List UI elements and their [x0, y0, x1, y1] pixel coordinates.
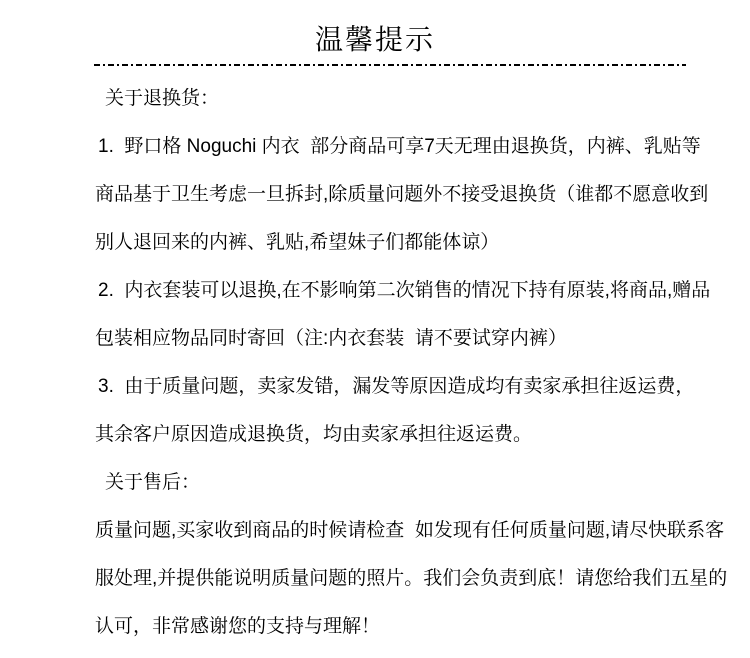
aftersales-line-1: 质量问题,买家收到商品的时候请检查 如发现有任何质量问题,请尽快联系客 [95, 520, 725, 541]
aftersales-line-2: 服处理,并提供能说明质量问题的照片。我们会负责到底！请您给我们五星的 [95, 568, 728, 589]
returns-rule-3: 3. 由于质量问题，卖家发错，漏发等原因造成均有卖家承担往返运费， [98, 376, 695, 397]
returns-rule-1-cont-2: 别人退回来的内裤、乳贴,希望妹子们都能体谅） [95, 232, 500, 253]
returns-rule-1-cont-1: 商品基于卫生考虑一旦拆封,除质量问题外不接受退换货（谁都不愿意收到 [95, 184, 709, 205]
returns-rule-2: 2. 内衣套装可以退换,在不影响第二次销售的情况下持有原装,将商品,赠品 [98, 280, 711, 301]
page-title: 温馨提示 [314, 24, 435, 55]
section-heading-aftersales: 关于售后： [105, 472, 201, 493]
aftersales-line-3: 认可，非常感谢您的支持与理解！ [95, 616, 381, 637]
notice-body [0, 75, 750, 651]
returns-rule-3-cont-1: 其余客户原因造成退换货，均由卖家承担往返运费。 [95, 424, 533, 445]
title-divider [94, 64, 686, 66]
section-heading-returns: 关于退换货： [105, 88, 220, 109]
returns-rule-1: 1. 野口格 Noguchi 内衣 部分商品可享7天无理由退换货，内裤、乳贴等 [98, 136, 701, 157]
returns-rule-2-cont-1: 包装相应物品同时寄回（注:内衣套装 请不要试穿内裤） [95, 328, 567, 349]
